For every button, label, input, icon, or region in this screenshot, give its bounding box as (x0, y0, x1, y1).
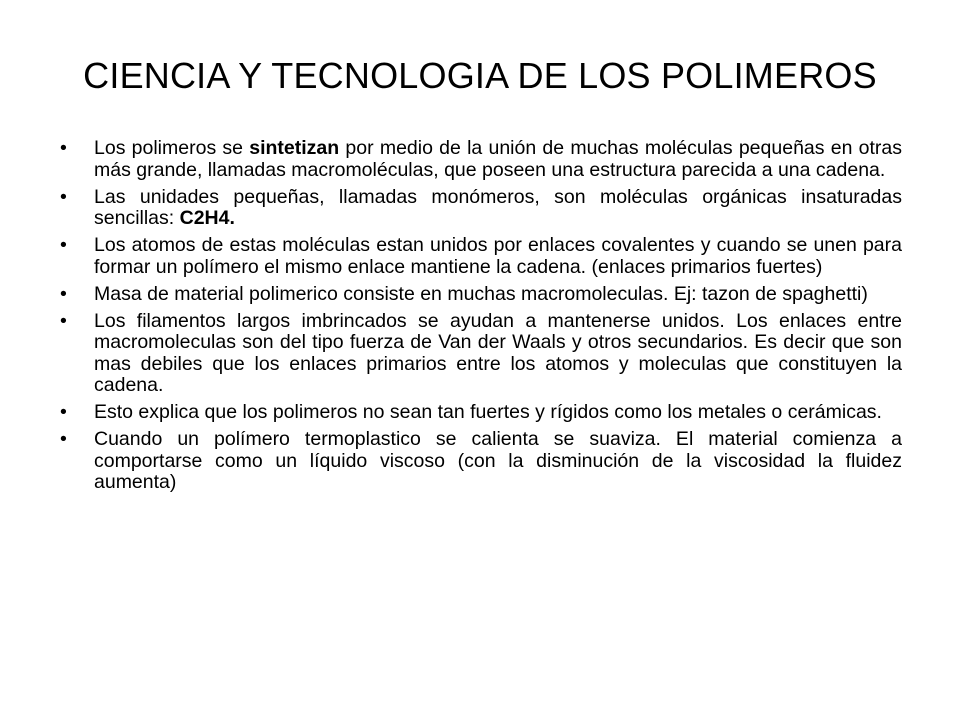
bullet-item-2 (58, 187, 902, 230)
bullet-item-5 (58, 311, 902, 397)
bullet-text-7: Cuando un polímero termoplastico se calienta se suaviza. El material comienza a comportarse como un líquido viscoso (con la disminución de la viscosidad la fluidez aumenta) (94, 428, 902, 493)
bullet-text-6: Esto explica que los polimeros no sean tan fuertes y rígidos como los metales o cerámicas. (94, 401, 882, 423)
bullet-icon: • (60, 401, 67, 423)
bullet-item-3 (58, 235, 902, 278)
bullet-icon: • (60, 282, 67, 305)
bullet-item-7 (58, 429, 902, 494)
bullet-icon: • (60, 234, 67, 256)
bullet-text-4: Masa de material polimerico consiste en muchas macromoleculas. Ej: tazon de spaghetti) (94, 282, 868, 305)
bullet-text-1-part-2: por medio de la unión de muchas moléculas pequeñas en otras más grande, llamadas macromoléculas, que poseen una estructura parecida a una cadena. (94, 137, 902, 181)
bullet-text-2-part-1: Las unidades pequeñas, llamadas monómeros, son moléculas orgánicas insaturadas sencillas: (94, 185, 902, 229)
bullet-item-4 (58, 284, 902, 306)
bullet-text-2-bold: C2H4. (179, 207, 235, 229)
bullet-item-6 (58, 402, 902, 424)
bullet-text-1-part-1: Los polimeros se (94, 137, 250, 159)
bullet-icon: • (60, 309, 67, 332)
bullet-list (58, 138, 902, 499)
bullet-icon: • (60, 137, 67, 159)
bullet-icon: • (60, 185, 67, 208)
bullet-icon: • (60, 428, 67, 450)
bullet-text-1-bold: sintetizan (249, 137, 340, 159)
slide-title: CIENCIA Y TECNOLOGIA DE LOS POLIMEROS (83, 55, 877, 96)
bullet-text-5: Los filamentos largos imbrincados se ayudan a mantenerse unidos. Los enlaces entre macromoleculas son del tipo fuerza de Van der Waals y otros secundarios. Es decir que son mas debiles que los enlaces primarios entre los atomos y moleculas que constituyen la cadena. (94, 309, 902, 396)
bullet-item-1 (58, 138, 902, 181)
bullet-text-3: Los atomos de estas moléculas estan unidos por enlaces covalentes y cuando se unen para formar un polímero el mismo enlace mantiene la cadena. (enlaces primarios fuertes) (94, 234, 902, 278)
